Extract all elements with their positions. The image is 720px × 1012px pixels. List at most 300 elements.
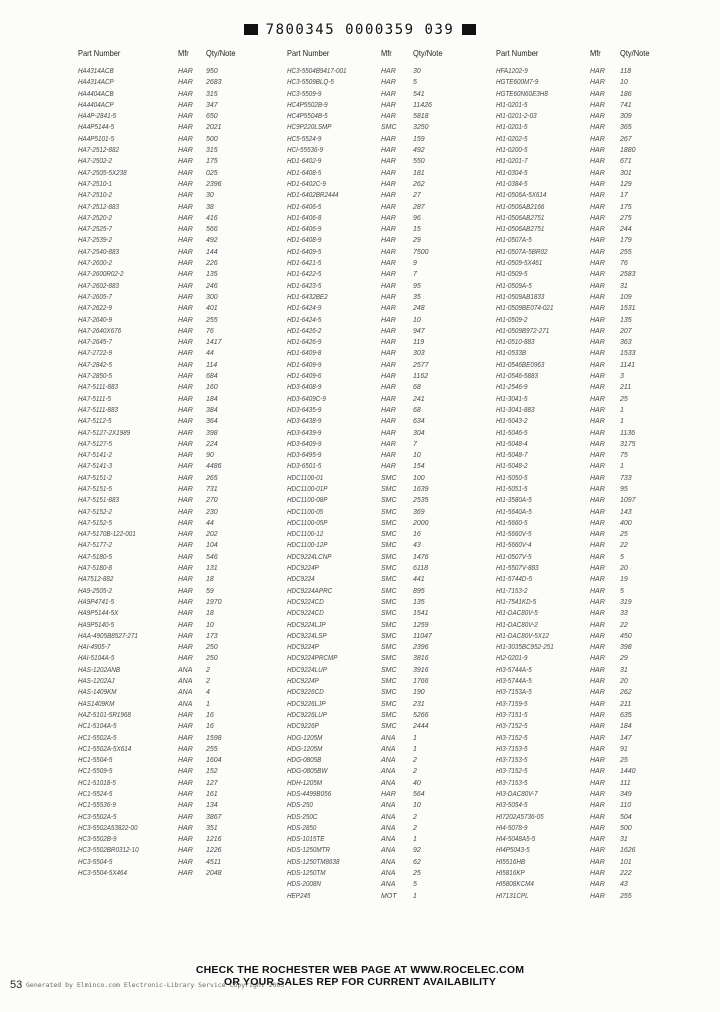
quantity: 287 (413, 203, 425, 211)
part-number: HDG-0805BW (287, 768, 328, 776)
manufacturer: HAR (178, 531, 193, 539)
manufacturer: HAR (590, 892, 605, 900)
table-row (496, 258, 718, 269)
table-row (78, 710, 300, 721)
part-number: HA7-2640-9 (78, 316, 112, 324)
part-number: HAS1409KM (78, 700, 115, 708)
table-row (78, 439, 300, 450)
table-row (496, 315, 718, 326)
table-row (287, 631, 509, 642)
part-number: HDG-1205M (287, 734, 323, 742)
table-row (78, 145, 300, 156)
part-number: HDC9226LJP (287, 700, 326, 708)
table-row (496, 281, 718, 292)
manufacturer: HAR (590, 373, 605, 381)
table-row (287, 247, 509, 258)
table-row (287, 360, 509, 371)
quantity: 184 (206, 395, 218, 403)
table-row (78, 597, 300, 608)
part-number: HI1-0533B (496, 350, 527, 358)
part-number: HI1-0507A-5BR02 (496, 248, 548, 256)
table-row (78, 156, 300, 167)
table-row (287, 461, 509, 472)
quantity: 159 (413, 135, 425, 143)
quantity: 492 (206, 237, 218, 245)
part-number: HDC1100-12P (287, 542, 328, 550)
quantity: 1440 (620, 768, 636, 776)
manufacturer: HAR (590, 768, 605, 776)
table-row (78, 66, 300, 77)
manufacturer: HAR (590, 711, 605, 719)
manufacturer: HAR (590, 384, 605, 392)
part-number: HI1-0509BE074-021 (496, 305, 554, 313)
part-number: HI1-0509B972-271 (496, 327, 550, 335)
quantity: 1417 (206, 339, 222, 347)
manufacturer: HAR (178, 260, 193, 268)
table-row (496, 371, 718, 382)
table-row (496, 77, 718, 88)
quantity: 40 (413, 779, 421, 787)
table-row (78, 100, 300, 111)
quantity: 173 (206, 632, 218, 640)
table-row (78, 247, 300, 258)
part-number: HA7-5141-3 (78, 463, 112, 471)
part-number: HI3-7153-5 (496, 779, 528, 787)
quantity: 7 (413, 440, 417, 448)
part-number: HI4-5078-9 (496, 824, 528, 832)
part-number: HDC9224P (287, 644, 319, 652)
manufacturer: SMC (381, 474, 397, 482)
header-mfr: Mfr (178, 48, 189, 58)
manufacturer: SMC (381, 485, 397, 493)
quantity: 160 (206, 384, 218, 392)
table-row (78, 800, 300, 811)
part-number: HD1-6406-9 (287, 226, 322, 234)
quantity: 1141 (620, 361, 636, 369)
part-number: HA7-2512-882 (78, 147, 119, 155)
part-number: HI1-DAC80V-5X12 (496, 632, 550, 640)
table-row (287, 800, 509, 811)
manufacturer: HAR (178, 124, 193, 132)
part-number: HA7-2640X676 (78, 327, 122, 335)
manufacturer: SMC (381, 655, 397, 663)
quantity: 3175 (620, 440, 636, 448)
quantity: 895 (413, 587, 425, 595)
part-number: HD1-6402BR2444 (287, 192, 339, 200)
table-row (287, 834, 509, 845)
table-row (496, 303, 718, 314)
manufacturer: HAR (178, 282, 193, 290)
table-row (78, 461, 300, 472)
quantity: 300 (206, 293, 218, 301)
table-row (287, 269, 509, 280)
part-number: HDC1100-05 (287, 508, 324, 516)
quantity: 244 (620, 226, 632, 234)
quantity: 110 (620, 802, 632, 810)
quantity: 96 (413, 214, 421, 222)
part-number: HDS-1250MTR (287, 847, 331, 855)
quantity: 68 (413, 406, 421, 414)
manufacturer: HAR (590, 327, 605, 335)
manufacturer: HAR (590, 101, 605, 109)
manufacturer: HAR (178, 791, 193, 798)
manufacturer: HAR (178, 870, 193, 878)
quantity: 3816 (413, 655, 429, 663)
table-row (496, 642, 718, 653)
quantity: 190 (413, 689, 425, 697)
manufacturer: ANA (381, 836, 396, 844)
part-number: HI1-0506AB2751 (496, 214, 545, 222)
table-row (287, 394, 509, 405)
part-number: HI1-0546-5883 (496, 373, 539, 381)
quantity: 304 (413, 429, 425, 437)
part-number: HI3-5744A-5 (496, 678, 532, 686)
table-row (78, 845, 300, 856)
quantity: 134 (206, 802, 218, 810)
quantity: 131 (206, 565, 218, 573)
part-number: HA4404ACB (78, 90, 114, 98)
table-row (496, 845, 718, 856)
manufacturer: ANA (381, 734, 396, 742)
manufacturer: HAR (381, 463, 396, 471)
quantity: 17 (620, 192, 628, 200)
table-row (287, 665, 509, 676)
table-row (287, 744, 509, 755)
table-row (496, 326, 718, 337)
manufacturer: HAR (590, 700, 605, 708)
part-number: HA9P4741-5 (78, 598, 115, 606)
manufacturer: HAR (178, 553, 193, 561)
part-number: HC3-5509BLQ-5 (287, 79, 334, 87)
table-row (496, 518, 718, 529)
part-number: HC1-5524-5 (78, 791, 113, 798)
quantity: 31 (620, 836, 628, 844)
manufacturer: HAR (178, 824, 193, 832)
manufacturer: SMC (381, 644, 397, 652)
manufacturer: HAR (590, 621, 605, 629)
part-number: HI7131CPL (496, 892, 529, 900)
part-number: HA7-2502-2 (78, 158, 112, 166)
column-header (496, 48, 718, 66)
header-qty-note: Qty/Note (620, 48, 650, 58)
table-row (496, 111, 718, 122)
table-row (496, 337, 718, 348)
table-row (287, 348, 509, 359)
part-number: HDS-1015TE (287, 836, 325, 844)
quantity: 25 (620, 395, 628, 403)
manufacturer: HAR (590, 610, 605, 618)
part-number: HA7-5127-2X1989 (78, 429, 131, 437)
quantity: 25 (620, 531, 628, 539)
part-number: HAZ-5101-5R1968 (78, 711, 131, 719)
table-row (78, 857, 300, 868)
table-row (496, 755, 718, 766)
footer-line-1: CHECK THE ROCHESTER WEB PAGE AT WWW.ROCELEC.COM (195, 964, 525, 976)
quantity: 351 (206, 824, 218, 832)
table-row (287, 303, 509, 314)
part-number: HA4404ACP (78, 101, 114, 109)
quantity: 270 (206, 497, 218, 505)
quantity: 90 (206, 452, 214, 460)
manufacturer: ANA (381, 870, 396, 878)
quantity: 2396 (413, 644, 429, 652)
table-row (287, 134, 509, 145)
quantity: 38 (206, 203, 214, 211)
part-number: HI1-0546BE0963 (496, 361, 545, 369)
manufacturer: HAR (381, 406, 396, 414)
part-number: HA4P5101-5 (78, 135, 115, 143)
quantity: 369 (413, 508, 425, 516)
quantity: 31 (620, 666, 628, 674)
quantity: 733 (620, 474, 632, 482)
manufacturer: HAR (178, 757, 193, 765)
manufacturer: HAR (590, 678, 605, 686)
part-number: HA7-2510-1 (78, 180, 112, 188)
manufacturer: HAR (590, 542, 605, 550)
table-row (78, 224, 300, 235)
table-row (496, 247, 718, 258)
part-number: HD1-6421-5 (287, 260, 322, 268)
manufacturer: HAR (381, 327, 396, 335)
quantity: 44 (206, 350, 214, 358)
table-row (78, 168, 300, 179)
table-row (78, 834, 300, 845)
table-row (496, 631, 718, 642)
manufacturer: HAR (178, 440, 193, 448)
quantity: 492 (413, 147, 425, 155)
quantity: 30 (206, 192, 214, 200)
table-row (496, 461, 718, 472)
part-number: HDC9224LCNP (287, 553, 332, 561)
quantity: 1533 (620, 350, 636, 358)
part-number: HI5516HB (496, 858, 526, 866)
manufacturer: HAR (178, 203, 193, 211)
manufacturer: HAR (178, 90, 193, 98)
quantity: 6118 (413, 565, 429, 573)
quantity: 76 (206, 327, 214, 335)
manufacturer: HAR (178, 542, 193, 550)
table-row (287, 439, 509, 450)
quantity: 4 (206, 689, 210, 697)
quantity: 2 (413, 768, 417, 776)
part-number: HD1-6409-6 (287, 373, 322, 381)
table-row (78, 552, 300, 563)
quantity: 650 (206, 113, 218, 121)
table-row (287, 66, 509, 77)
quantity: 1880 (620, 147, 636, 155)
table-row (78, 190, 300, 201)
table-row (78, 665, 300, 676)
manufacturer: HAR (590, 802, 605, 810)
quantity: 1626 (620, 847, 636, 855)
quantity: 2 (413, 824, 417, 832)
quantity: 025 (206, 169, 218, 177)
table-row (496, 235, 718, 246)
table-row (287, 405, 509, 416)
table-row (78, 77, 300, 88)
table-row (496, 710, 718, 721)
table-row (78, 303, 300, 314)
quantity: 262 (413, 180, 425, 188)
manufacturer: HAR (178, 180, 193, 188)
manufacturer: HAR (178, 847, 193, 855)
part-number: HA7-5141-2 (78, 452, 112, 460)
quantity: 1 (620, 406, 624, 414)
part-number: HA7-5177-2 (78, 542, 112, 550)
part-number: HA7-5111-883 (78, 406, 119, 414)
quantity: 1476 (413, 553, 429, 561)
quantity: 2048 (206, 870, 222, 878)
part-number: HI1-7541KD-5 (496, 598, 537, 606)
quantity: 11047 (413, 632, 432, 640)
part-number: HI1-0201-7 (496, 158, 528, 166)
table-row (78, 789, 300, 800)
table-row (78, 766, 300, 777)
manufacturer: HAR (178, 373, 193, 381)
manufacturer: HAR (590, 870, 605, 878)
quantity: 1162 (413, 373, 429, 381)
quantity: 1639 (413, 485, 429, 493)
table-row (496, 563, 718, 574)
quantity: 135 (413, 598, 425, 606)
part-number: HD1-6426-2 (287, 327, 322, 335)
quantity: 211 (620, 700, 632, 708)
part-number: HA7-2600-2 (78, 260, 112, 268)
quantity: 401 (206, 305, 218, 313)
manufacturer: HAR (178, 858, 193, 866)
table-row (287, 315, 509, 326)
manufacturer: HAR (381, 113, 396, 121)
manufacturer: HAR (590, 440, 605, 448)
quantity: 22 (620, 621, 628, 629)
part-number: HA7-2605-7 (78, 293, 112, 301)
part-number: HI1-5051-5 (496, 485, 528, 493)
table-row (287, 879, 509, 890)
part-number: HC3-5502A-5 (78, 813, 117, 821)
quantity: 4511 (206, 858, 222, 866)
table-row (78, 428, 300, 439)
manufacturer: HAR (178, 79, 193, 87)
part-number: HA7-2510-2 (78, 192, 112, 200)
quantity: 947 (413, 327, 425, 335)
quantity: 1 (413, 745, 417, 753)
manufacturer: SMC (381, 610, 397, 618)
part-number: HA7-5180-8 (78, 565, 112, 573)
manufacturer: HAR (381, 214, 396, 222)
code-mid: 0000359 (345, 22, 415, 38)
part-number: HI3-7153-5 (496, 745, 528, 753)
header-mfr: Mfr (381, 48, 392, 58)
table-row (78, 405, 300, 416)
part-number: HA7-5151-2 (78, 474, 112, 482)
part-number: HA7-5152-2 (78, 508, 112, 516)
quantity: 634 (413, 418, 425, 426)
table-row (496, 721, 718, 732)
table-row (78, 653, 300, 664)
part-number: HI3-5054-5 (496, 802, 528, 810)
part-number: HI5816KP (496, 870, 525, 878)
manufacturer: HAR (590, 565, 605, 573)
part-number: HAS-1202AJ (78, 678, 115, 686)
header-qty-note: Qty/Note (413, 48, 443, 58)
manufacturer: MOT (381, 892, 397, 900)
parts-column-3 (496, 48, 718, 902)
quantity: 2396 (206, 180, 222, 188)
manufacturer: SMC (381, 711, 397, 719)
quantity: 154 (413, 463, 425, 471)
table-row (287, 699, 509, 710)
part-number: HD1-6409-9 (287, 361, 322, 369)
quantity: 566 (206, 226, 218, 234)
part-number: HDC9224LSP (287, 632, 327, 640)
part-number: HD1-6424-9 (287, 305, 322, 313)
header-part-number: Part Number (78, 48, 121, 58)
manufacturer: HAR (381, 384, 396, 392)
table-row (287, 812, 509, 823)
part-number: HDS-250C (287, 813, 318, 821)
manufacturer: HAR (590, 192, 605, 200)
header-part-number: Part Number (287, 48, 330, 58)
manufacturer: HAR (381, 135, 396, 143)
quantity: 104 (206, 542, 218, 550)
manufacturer: HAR (381, 350, 396, 358)
manufacturer: HAR (590, 452, 605, 460)
table-row (496, 428, 718, 439)
table-row (78, 540, 300, 551)
part-number: HI1-0201-5 (496, 101, 528, 109)
quantity: 2 (206, 678, 210, 686)
quantity: 2683 (206, 79, 222, 87)
table-row (78, 778, 300, 789)
quantity: 1 (620, 463, 624, 471)
table-row (496, 179, 718, 190)
part-number: HDC1100-12 (287, 531, 324, 539)
part-number: HD3-6501-5 (287, 463, 322, 471)
manufacturer: SMC (381, 553, 397, 561)
manufacturer: HAR (178, 452, 193, 460)
quantity: 95 (620, 485, 628, 493)
manufacturer: HAR (381, 395, 396, 403)
table-row (287, 371, 509, 382)
table-row (287, 235, 509, 246)
quantity: 262 (620, 689, 632, 697)
table-row (287, 529, 509, 540)
part-number: HDG-0805B (287, 757, 322, 765)
manufacturer: SMC (381, 519, 397, 527)
part-number: HAI-5104A-5 (78, 655, 115, 663)
manufacturer: SMC (381, 124, 397, 132)
table-row (78, 360, 300, 371)
part-number: HA9P5144-5X (78, 610, 119, 618)
manufacturer: HAR (381, 791, 396, 798)
document-code-header (0, 22, 720, 38)
table-row (287, 168, 509, 179)
quantity: 20 (620, 678, 628, 686)
manufacturer: HAR (178, 734, 193, 742)
manufacturer: ANA (381, 802, 396, 810)
part-number: HC3-5509-9 (287, 90, 322, 98)
quantity: 1766 (413, 678, 429, 686)
part-number: HI3-7153A-5 (496, 689, 532, 697)
quantity: 16 (206, 723, 214, 731)
table-row (287, 518, 509, 529)
manufacturer: HAR (178, 147, 193, 155)
manufacturer: HAR (381, 293, 396, 301)
quantity: 18 (206, 576, 214, 584)
table-row (78, 416, 300, 427)
part-number: HA7-5111-5 (78, 395, 112, 403)
quantity: 10 (620, 79, 628, 87)
